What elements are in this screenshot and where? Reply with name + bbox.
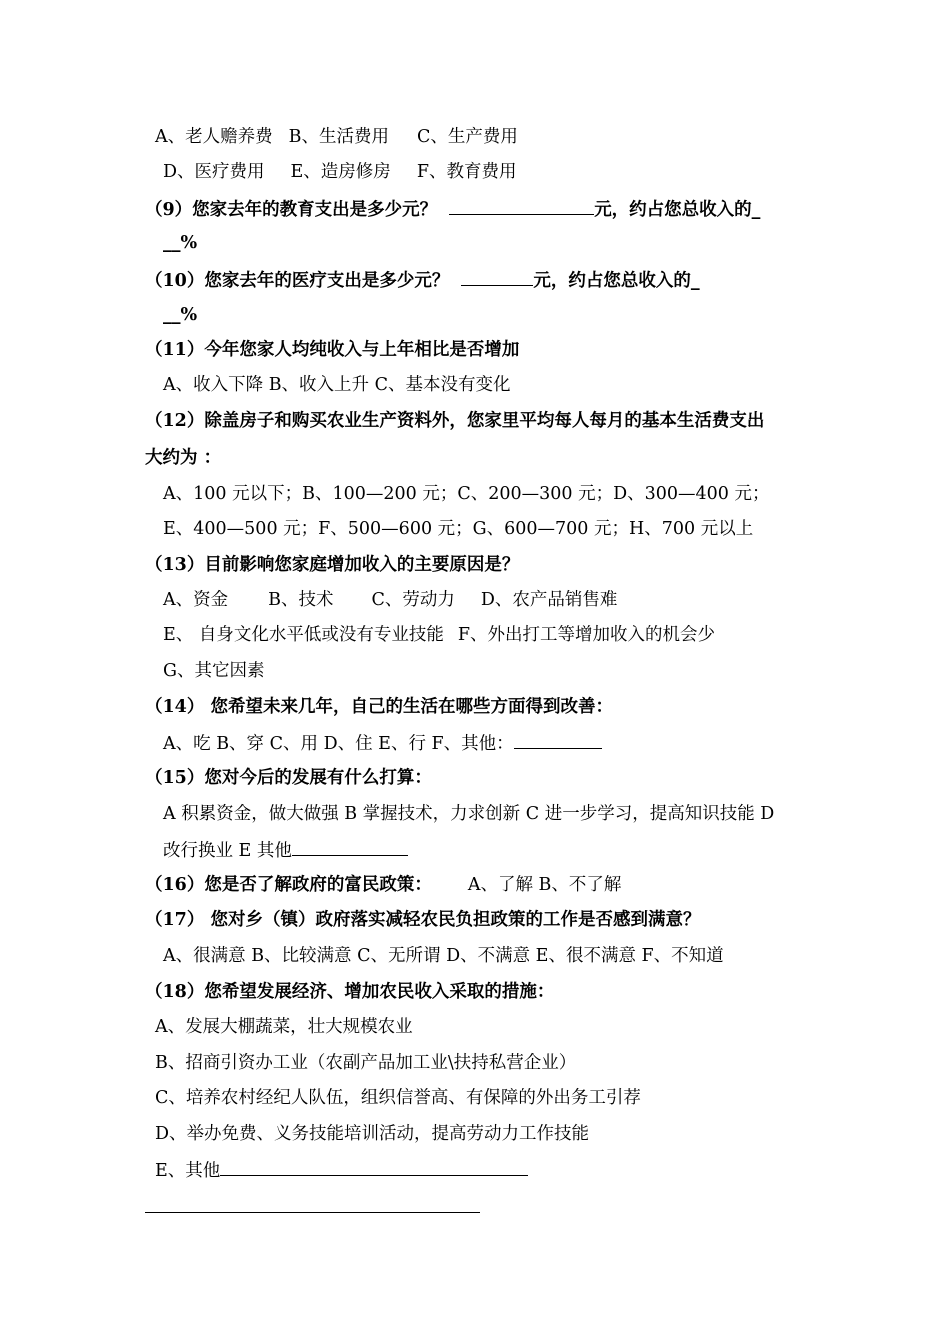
option-text: F、外出打工等增加收入的机会少 (457, 625, 715, 645)
question-9-continued (163, 232, 197, 254)
option-text: E、400—500 元；F、500—600 元；G、600—700 元；H、700 元以上 (163, 519, 754, 539)
option-line (155, 1123, 589, 1145)
question-text: （18）您希望发展经济、增加农民收入采取的措施： (145, 982, 555, 1002)
option-line (163, 731, 602, 755)
option-line (163, 945, 724, 967)
question-15 (145, 767, 432, 789)
question-text: （10）您家去年的医疗支出是多少元？ (145, 271, 450, 291)
question-13 (145, 554, 519, 576)
option-line (163, 518, 753, 540)
answer-blank[interactable] (461, 268, 533, 286)
option-line (163, 838, 408, 862)
question-text: （11）今年您家人均纯收入与上年相比是否增加 (145, 340, 520, 360)
option-text: E、其他 (155, 1161, 221, 1181)
answer-blank[interactable] (292, 838, 408, 856)
option-line (163, 624, 715, 646)
option-text: A、很满意 B、比较满意 C、无所谓 D、不满意 E、很不满意 F、不知道 (163, 946, 724, 966)
option-text: B、技术 (268, 590, 334, 610)
option-line (163, 161, 516, 183)
question-text: 元，约占您总收入的_ (594, 200, 761, 220)
option-text: A、吃 B、穿 C、用 D、住 E、行 F、其他： (163, 734, 514, 754)
option-line (155, 126, 518, 148)
question-text: 大约为 ： (145, 448, 222, 468)
answer-blank[interactable] (220, 1158, 528, 1176)
answer-line[interactable] (145, 1212, 480, 1213)
option-text: A 积累资金，做大做强 B 掌握技术，力求创新 C 进一步学习，提高知识技能 D (163, 804, 775, 824)
answer-blank[interactable] (514, 731, 602, 749)
option-text: D、农产品销售难 (480, 590, 618, 610)
option-text: A、收入下降 B、收入上升 C、基本没有变化 (163, 375, 511, 395)
question-text: （15）您对今后的发展有什么打算： (145, 768, 432, 788)
question-text: __% (163, 305, 198, 325)
option-text: C、劳动力 (371, 590, 455, 610)
question-text: （17） 您对乡（镇）政府落实减轻农民负担政策的工作是否感到满意？ (145, 910, 701, 930)
question-10-continued (163, 304, 197, 326)
question-text: （13）目前影响您家庭增加收入的主要原因是？ (145, 555, 520, 575)
option-text: G、其它因素 (163, 661, 265, 681)
option-line (155, 1158, 528, 1182)
option-text: E、 自身文化水平低或没有专业技能 (163, 625, 444, 645)
option-line (155, 1087, 641, 1109)
option-line (155, 1016, 413, 1038)
option-text: A、老人赡养费 (155, 127, 273, 147)
question-12 (145, 410, 764, 432)
question-text: （14） 您希望未来几年，自己的生活在哪些方面得到改善： (145, 697, 613, 717)
option-line (155, 1052, 576, 1074)
option-line (163, 483, 769, 505)
option-line (163, 803, 774, 825)
option-line (163, 374, 511, 396)
question-18 (145, 981, 554, 1003)
question-text: （16）您是否了解政府的富民政策： (145, 875, 432, 895)
option-text: B、生活费用 (288, 127, 390, 147)
question-text: __% (163, 233, 198, 253)
question-16 (145, 874, 621, 896)
option-text: A、100 元以下；B、100—200 元；C、200—300 元；D、300—400 元； (163, 484, 770, 504)
option-text: A、资金 (163, 590, 229, 610)
question-text: 元，约占您总收入的_ (533, 271, 700, 291)
question-9 (145, 197, 760, 221)
option-line (163, 589, 617, 611)
option-text: E、造房修房 (290, 162, 391, 182)
option-text: F、教育费用 (416, 162, 517, 182)
option-text: A、了解 B、不了解 (467, 875, 622, 895)
question-text: （12）除盖房子和购买农业生产资料外，您家里平均每人每月的基本生活费支出 (145, 411, 765, 431)
option-text: D、举办免费、义务技能培训活动，提高劳动力工作技能 (155, 1124, 590, 1144)
option-text: 改行换业 E 其他 (163, 841, 292, 861)
option-text: B、招商引资办工业（农副产品加工业\扶持私营企业） (155, 1053, 577, 1073)
option-text: C、培养农村经纪人队伍，组织信誉高、有保障的外出务工引荐 (155, 1088, 641, 1108)
question-12-continued (145, 447, 221, 469)
question-17 (145, 909, 700, 931)
answer-blank[interactable] (449, 197, 594, 215)
question-11 (145, 339, 519, 361)
question-10 (145, 268, 700, 292)
question-14 (145, 696, 613, 718)
option-text: C、生产费用 (417, 127, 518, 147)
question-text: （9）您家去年的教育支出是多少元？ (145, 200, 438, 220)
option-text: D、医疗费用 (163, 162, 265, 182)
option-text: A、发展大棚蔬菜，壮大规模农业 (155, 1017, 413, 1037)
option-line (163, 660, 264, 682)
